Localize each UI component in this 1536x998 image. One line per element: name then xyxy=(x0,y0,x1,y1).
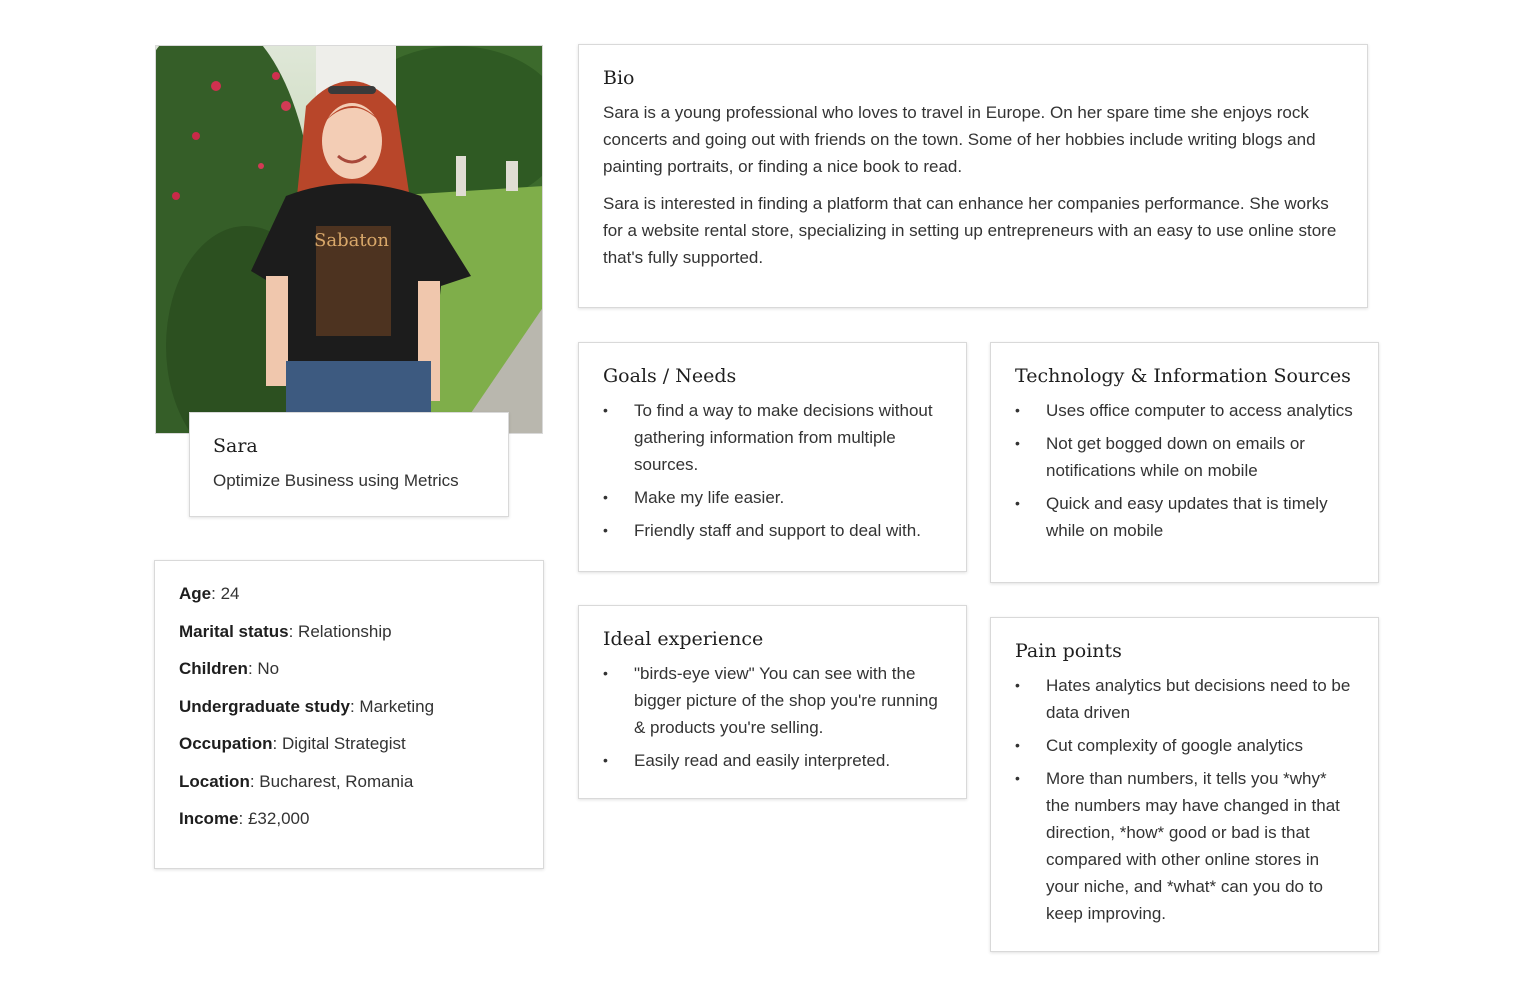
bullet-icon: • xyxy=(603,522,608,538)
goals-title: Goals / Needs xyxy=(603,365,737,387)
demographics-card xyxy=(154,560,544,869)
bio-card xyxy=(578,44,1368,308)
bullet-icon: • xyxy=(1015,677,1020,693)
demo-undergraduate-study: Undergraduate study: Marketing xyxy=(179,696,435,716)
ideal-experience-card xyxy=(578,605,967,799)
pain-list xyxy=(1015,672,1354,927)
list-item: • Friendly staff and support to deal with. xyxy=(603,517,942,544)
list-item: • Make my life easier. xyxy=(603,484,942,511)
demo-age: Age: 24 xyxy=(179,584,240,603)
persona-name-card xyxy=(189,412,509,517)
bullet-icon: • xyxy=(1015,770,1020,786)
list-item: • Hates analytics but decisions need to be data driven xyxy=(1015,672,1354,726)
technology-title: Technology & Information Sources xyxy=(1015,365,1351,387)
bullet-icon: • xyxy=(603,752,608,768)
bullet-icon: • xyxy=(1015,737,1020,753)
technology-card xyxy=(990,342,1379,583)
demo-children: Children: No xyxy=(179,659,280,678)
face xyxy=(322,103,382,179)
ideal-title: Ideal experience xyxy=(603,628,764,650)
bullet-icon: • xyxy=(603,402,608,418)
list-item: • Easily read and easily interpreted. xyxy=(603,747,942,774)
list-item: • Not get bogged down on emails or notifications while on mobile xyxy=(1015,430,1354,484)
pain-title: Pain points xyxy=(1015,640,1122,662)
ideal-list xyxy=(603,660,942,774)
bullet-icon: • xyxy=(1015,402,1020,418)
bio-title: Bio xyxy=(603,67,635,89)
bio-paragraph: Sara is a young professional who loves to travel in Europe. On her spare time she enjoys rock concerts and going out with friends on the town. Some of her hobbies include writing blogs and painting portraits, or finding a nice book to read. xyxy=(603,103,1316,176)
bio-paragraph: Sara is interested in finding a platform that can enhance her companies performance. She works for a website rental store, specializing in setting up entrepreneurs with an easy to use online store that's fully supported. xyxy=(603,194,1337,267)
left-arm xyxy=(266,276,288,386)
list-item: • Cut complexity of google analytics xyxy=(1015,732,1354,759)
list-item: • Uses office computer to access analytics xyxy=(1015,397,1354,424)
demo-occupation: Occupation: Digital Strategist xyxy=(179,734,406,753)
demo-marital-status: Marital status: Relationship xyxy=(179,621,392,641)
persona-photo-illustration xyxy=(156,46,543,434)
list-item: • "birds-eye view" You can see with the bigger picture of the shop you're running & products you're selling. xyxy=(603,660,942,741)
persona-role: Optimize Business using Metrics xyxy=(213,471,459,490)
sunglasses xyxy=(328,86,376,94)
demo-income: Income: £32,000 xyxy=(179,809,310,828)
bullet-icon: • xyxy=(603,489,608,505)
bullet-icon: • xyxy=(1015,495,1020,511)
list-item: • Quick and easy updates that is timely while on mobile xyxy=(1015,490,1354,544)
demo-location: Location: Bucharest, Romania xyxy=(179,771,414,791)
pain-points-card xyxy=(990,617,1379,952)
bullet-icon: • xyxy=(1015,435,1020,451)
bullet-icon: • xyxy=(603,665,608,681)
persona-name: Sara xyxy=(213,435,258,457)
svg-text:Sabaton: Sabaton xyxy=(314,230,389,251)
list-item: • More than numbers, it tells you *why* the numbers may have changed in that direction, *how* good or bad is that compared with other online stores in your niche, and *what* can you do to keep improving. xyxy=(1015,765,1354,927)
technology-list xyxy=(1015,397,1354,544)
goals-card xyxy=(578,342,967,572)
persona-photo xyxy=(155,45,543,434)
goals-list xyxy=(603,397,942,544)
list-item: • To find a way to make decisions without gathering information from multiple sources. xyxy=(603,397,942,478)
